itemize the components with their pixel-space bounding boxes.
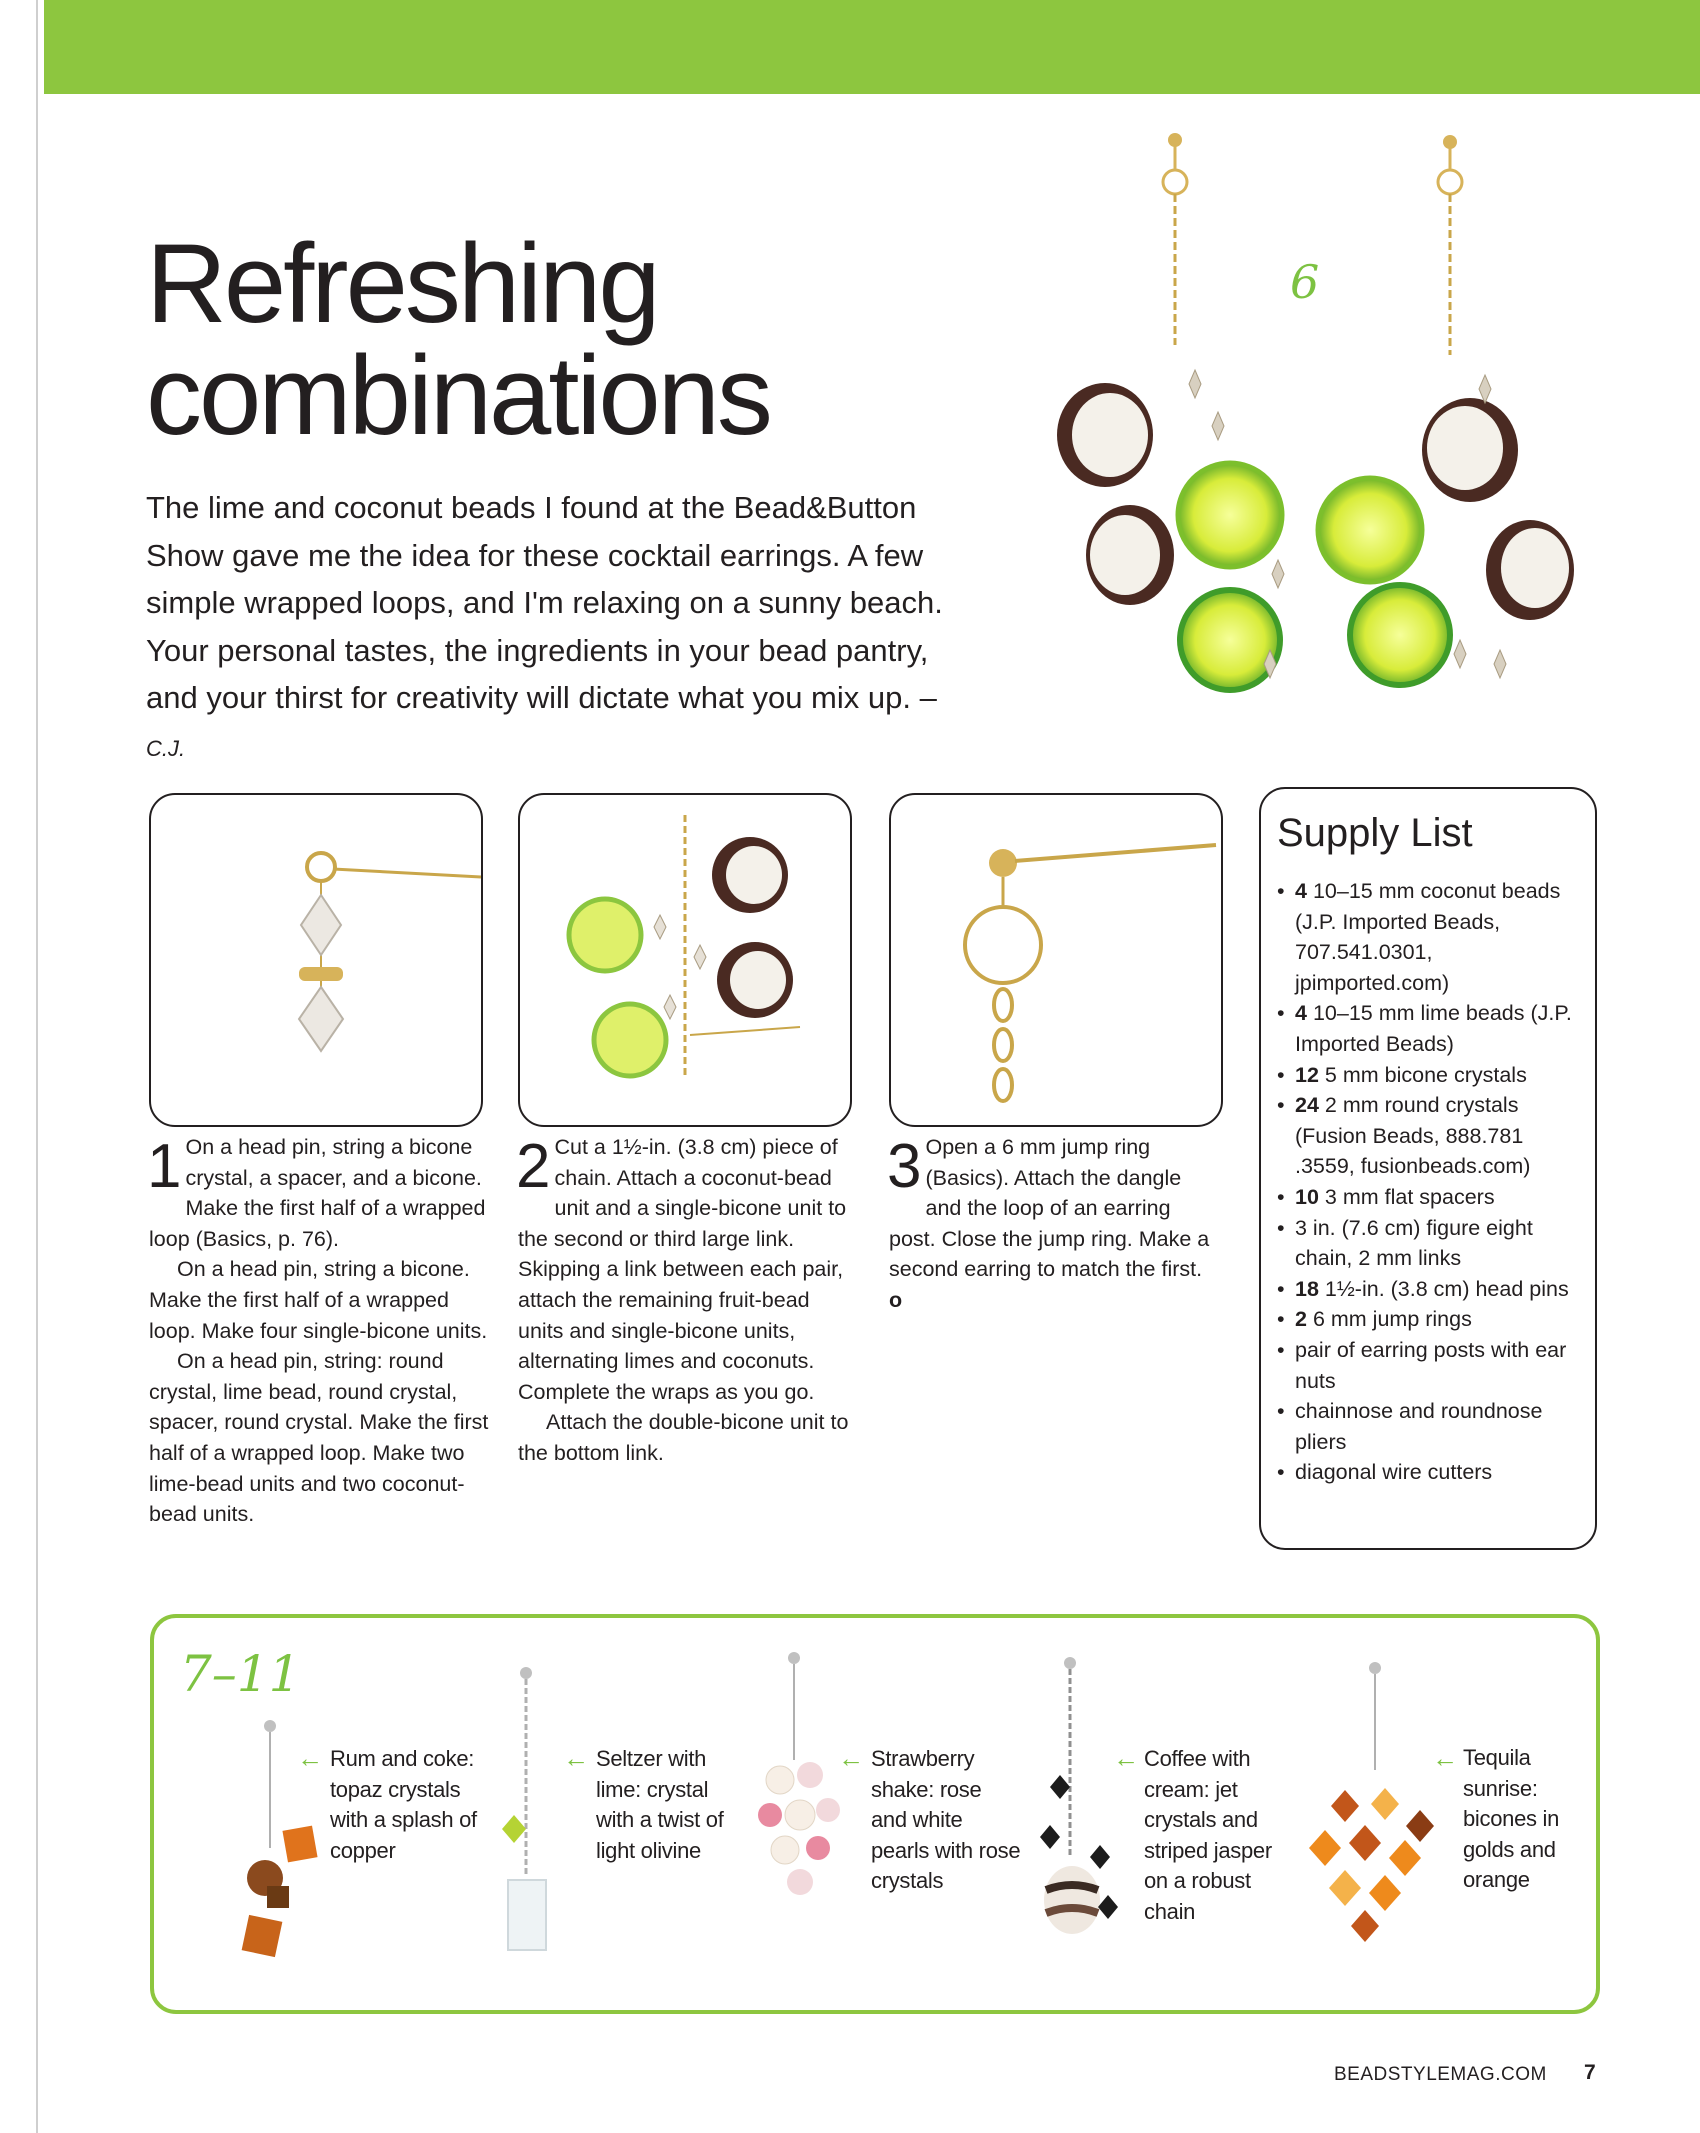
intro-paragraph: [146, 484, 946, 772]
supply-qty: 24: [1295, 1093, 1319, 1118]
supply-item: [1277, 876, 1577, 998]
supply-text: 2 mm round crystals (Fusion Beads, 888.781 .3559, fusionbeads.com): [1295, 1093, 1531, 1179]
supply-text: 6 mm jump rings: [1312, 1307, 1472, 1332]
supply-text: pair of earring posts with ear nuts: [1295, 1337, 1567, 1393]
step-3-photo: [889, 793, 1223, 1127]
handwritten-note-6: 6: [1290, 255, 1320, 309]
supply-qty: 18: [1295, 1276, 1319, 1301]
seltzer-earring-photo: [490, 1665, 580, 1965]
variation-caption-strawberry: Strawberry shake: rose and white pearls with rose crystals: [871, 1746, 1021, 1893]
supply-text: 10–15 mm coconut beads (J.P. Imported Beads, 707.541.0301, jpimported.com): [1295, 879, 1561, 995]
supply-item: [1277, 1335, 1577, 1396]
step-3-instructions: [889, 1132, 1219, 1316]
supply-item: [1277, 1457, 1577, 1488]
coffee-with-cream-earring-photo: [1020, 1655, 1130, 1965]
supply-item: [1277, 1304, 1577, 1335]
top-color-band: [44, 0, 1700, 94]
step-1-para-3: On a head pin, string: round crystal, lime bead, round crystal, spacer, round crystal. Make the first half of a wrapped loop. Make two lime-bead units and two coconut-bead units.: [149, 1349, 489, 1527]
step-3-para-1: [889, 1132, 1219, 1316]
step-2-para-1: Cut a 1½-in. (3.8 cm) piece of chain. Attach a coconut-bead unit and a single-bicone unit to the second or third large link. Skipping a link between each pair, attach the remaining fruit-bead units and single-bicone units, alternating limes and coconuts. Complete the wraps as you go.: [518, 1135, 847, 1404]
arrow-icon: ←: [1432, 1743, 1458, 1773]
variation-caption-seltzer: Seltzer with lime: crystal with a twist of light olivine: [596, 1746, 724, 1863]
supply-qty: 4: [1295, 1001, 1307, 1026]
step-1-photo: [149, 793, 483, 1127]
variation-caption-tequila: Tequila sunrise: bicones in golds and orange: [1463, 1745, 1560, 1892]
supply-text: diagonal wire cutters: [1295, 1460, 1493, 1485]
step-3-number: 3: [887, 1132, 922, 1201]
supply-text: 3 in. (7.6 cm) figure eight chain, 2 mm links: [1295, 1215, 1533, 1271]
supply-item: [1277, 1060, 1577, 1091]
step-2-photo: [518, 793, 852, 1127]
supply-qty: 2: [1295, 1307, 1307, 1332]
page-edge: [36, 0, 38, 2133]
supply-list-title: Supply List: [1277, 811, 1473, 855]
arrow-icon: ←: [563, 1743, 589, 1773]
page-number: 7: [1584, 2061, 1596, 2084]
supply-qty: 10: [1295, 1184, 1319, 1209]
supply-item: [1277, 1090, 1577, 1182]
step-2-number: 2: [516, 1132, 551, 1201]
variation-caption-rum: Rum and coke: topaz crystals with a splash of copper: [330, 1746, 477, 1863]
step-1-number: 1: [147, 1132, 182, 1201]
title-line-1: Refreshing: [146, 221, 658, 346]
supply-qty: 4: [1295, 879, 1307, 903]
supply-text: 10–15 mm lime beads (J.P. Imported Beads): [1295, 1001, 1572, 1056]
supply-text: 3 mm flat spacers: [1324, 1184, 1495, 1209]
step-1-instructions: [149, 1132, 489, 1530]
variation-caption-coffee: Coffee with cream: jet crystals and striped jasper on a robust chain: [1144, 1746, 1272, 1924]
supply-text: 1½-in. (3.8 cm) head pins: [1324, 1276, 1569, 1301]
arrow-icon: ←: [838, 1743, 864, 1773]
arrow-icon: ←: [297, 1743, 323, 1773]
supply-item: [1277, 1396, 1577, 1457]
intro-text: The lime and coconut beads I found at the Bead&Button Show gave me the idea for these cocktail earrings. A few simple wrapped loops, and I'm relaxing on a sunny beach. Your personal tastes, the ingredients in your bead pantry, and your thirst for creativity will dictate what you mix up. –: [146, 490, 943, 715]
step-3-text: Open a 6 mm jump ring (Basics). Attach the dangle and the loop of an earring post. Close the jump ring. Make a second earring to match the first.: [889, 1135, 1210, 1282]
hero-earrings-photo: [1040, 130, 1690, 730]
supply-item: [1277, 1182, 1577, 1213]
step-1-para-1: On a head pin, string a bicone crystal, a spacer, and a bicone. Make the first half of a wrapped loop (Basics, p. 76).: [149, 1135, 486, 1251]
page-title: [146, 221, 1046, 458]
title-line-2: combinations: [146, 333, 770, 458]
left-earring: [1057, 133, 1284, 690]
supply-qty: 12: [1295, 1062, 1319, 1087]
handwritten-note-7-11: 7–11: [180, 1645, 301, 1703]
supply-item: [1277, 1213, 1577, 1274]
footer-website: BEADSTYLEMAG.COM: [1334, 2064, 1547, 2085]
strawberry-shake-earring-photo: [740, 1650, 850, 1940]
arrow-icon: ←: [1113, 1743, 1139, 1773]
supply-item: [1277, 998, 1577, 1059]
step-2-para-2: Attach the double-bicone unit to the bottom link.: [518, 1410, 849, 1465]
step-end-mark: o: [889, 1287, 903, 1312]
supply-list-box: [1259, 787, 1597, 1550]
supply-text: chainnose and roundnose pliers: [1295, 1399, 1543, 1454]
supply-list: [1277, 876, 1577, 1488]
supply-item: [1277, 1274, 1577, 1305]
step-2-instructions: [518, 1132, 858, 1469]
author-initials: C.J.: [146, 735, 186, 761]
right-earring: [1318, 135, 1574, 685]
supply-text: 5 mm bicone crystals: [1324, 1062, 1527, 1087]
tequila-sunrise-earring-photo: [1295, 1660, 1455, 1970]
step-1-para-2: On a head pin, string a bicone. Make the first half of a wrapped loop. Make four single-bicone units.: [149, 1257, 488, 1343]
